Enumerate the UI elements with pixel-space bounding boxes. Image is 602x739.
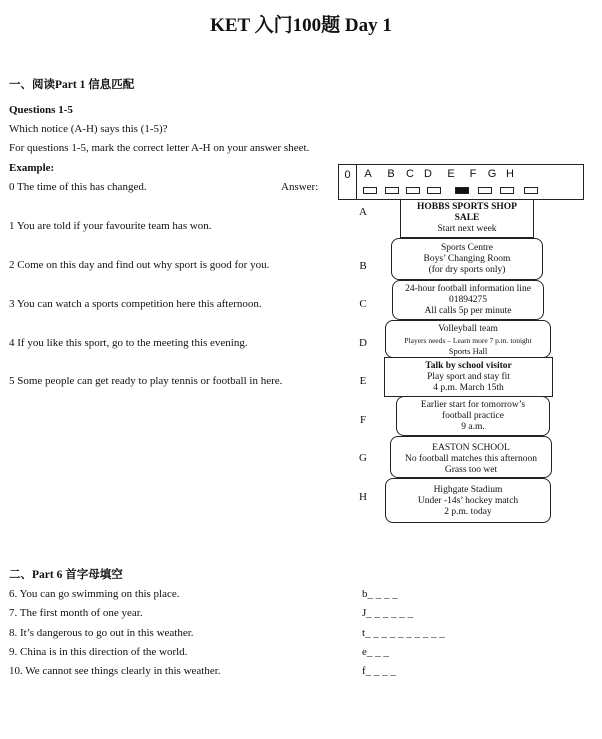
grid-box-b[interactable] <box>385 187 399 194</box>
answer-label: Answer: <box>281 181 319 193</box>
notice-f-line-3: 9 a.m. <box>461 422 485 432</box>
notice-c-line-2: 01894275 <box>449 295 487 305</box>
notice-a-line-3: Start next week <box>437 224 497 234</box>
notice-h <box>385 478 551 523</box>
notice-d-line-1: Volleyball team <box>438 324 498 334</box>
grid-letter-a: A <box>364 168 372 180</box>
questions-heading: Questions 1-5 <box>9 104 73 116</box>
notice-f-line-1: Earlier start for tomorrow’s <box>420 400 526 410</box>
grid-box-g[interactable] <box>500 187 514 194</box>
part6-hint-8[interactable]: t_ _ _ _ _ _ _ _ _ _ <box>362 627 445 639</box>
grid-box-h[interactable] <box>524 187 538 194</box>
instruction-2: For questions 1-5, mark the correct letter A-H on your answer sheet. <box>9 142 310 154</box>
notice-letter-b: B <box>359 260 367 272</box>
notice-b-line-2: Boys’ Changing Room <box>423 254 511 264</box>
grid-box-c[interactable] <box>406 187 420 194</box>
notice-d-line-2: Players needs – Learn more 7 p.m. tonight <box>404 336 532 345</box>
part6-question-8: 8. It’s dangerous to go out in this weather. <box>9 627 194 639</box>
grid-letter-h: H <box>506 168 514 180</box>
part6-question-9: 9. China is in this direction of the world. <box>9 646 188 658</box>
notice-c-line-1: 24-hour football information line <box>405 284 531 294</box>
notice-g <box>390 436 552 478</box>
notice-a <box>400 200 534 238</box>
example-label: Example: <box>9 162 55 174</box>
notice-e <box>384 357 553 397</box>
part1-heading: 一、阅读Part 1 信息匹配 <box>9 79 135 91</box>
notice-b <box>391 238 543 280</box>
grid-letter-d: D <box>424 168 432 180</box>
grid-box-e[interactable] <box>455 187 469 194</box>
part6-hint-9[interactable]: e_ _ _ <box>362 646 389 658</box>
notice-b-line-1: Sports Centre <box>441 243 493 253</box>
notice-g-line-3: Grass too wet <box>444 465 498 475</box>
answer-grid <box>338 164 584 200</box>
part6-heading: 二、Part 6 首字母填空 <box>9 569 123 581</box>
question-1: 1 You are told if your favourite team has won. <box>9 220 212 232</box>
part6-hint-10[interactable]: f_ _ _ _ <box>362 665 396 677</box>
notice-f <box>396 396 550 436</box>
grid-letter-f: F <box>469 168 477 180</box>
notice-e-line-3: 4 p.m. March 15th <box>433 383 504 393</box>
notice-letter-h: H <box>359 491 367 503</box>
notice-letter-a: A <box>359 206 367 218</box>
notice-h-line-1: Highgate Stadium <box>433 485 503 495</box>
grid-letter-c: C <box>406 168 414 180</box>
part6-question-6: 6. You can go swimming on this place. <box>9 588 180 600</box>
notice-letter-c: C <box>359 298 367 310</box>
part6-question-7: 7. The first month of one year. <box>9 607 143 619</box>
notice-letter-f: F <box>359 414 367 426</box>
instruction-1: Which notice (A-H) says this (1-5)? <box>9 123 168 135</box>
notice-h-line-3: 2 p.m. today <box>444 507 492 517</box>
part6-hint-6[interactable]: b_ _ _ _ <box>362 588 398 600</box>
grid-example-number: 0 <box>339 165 357 199</box>
notice-f-line-2: football practice <box>442 411 504 421</box>
notice-b-line-3: (for dry sports only) <box>428 265 506 275</box>
notice-g-line-1: EASTON SCHOOL <box>432 443 510 453</box>
page-title: KET 入门100题 Day 1 <box>210 15 392 36</box>
grid-box-d[interactable] <box>427 187 441 194</box>
grid-letter-g: G <box>487 168 497 180</box>
example-text: 0 The time of this has changed. <box>9 181 147 193</box>
notice-a-line-2: SALE <box>454 213 480 223</box>
part6-hint-7[interactable]: J_ _ _ _ _ _ <box>362 607 414 619</box>
notice-e-line-2: Play sport and stay fit <box>427 372 510 382</box>
notice-d-line-3: Sports Hall <box>448 346 488 356</box>
notice-h-line-2: Under -14s’ hockey match <box>417 496 519 506</box>
grid-box-a[interactable] <box>363 187 377 194</box>
notice-d <box>385 320 551 358</box>
grid-letter-b: B <box>387 168 395 180</box>
notice-a-line-1: HOBBS SPORTS SHOP <box>417 202 517 212</box>
notice-e-line-1: Talk by school visitor <box>425 361 512 371</box>
notice-c <box>392 280 544 320</box>
notice-letter-e: E <box>359 375 367 387</box>
part6-question-10: 10. We cannot see things clearly in this weather. <box>9 665 221 677</box>
notice-letter-d: D <box>359 337 367 349</box>
notice-c-line-3: All calls 5p per minute <box>424 306 512 316</box>
question-3: 3 You can watch a sports competition here this afternoon. <box>9 298 262 310</box>
notice-letter-g: G <box>359 452 367 464</box>
question-2: 2 Come on this day and find out why sport is good for you. <box>9 259 270 271</box>
question-5: 5 Some people can get ready to play tennis or football in here. <box>9 375 283 387</box>
notice-g-line-2: No football matches this afternoon <box>405 454 537 464</box>
question-4: 4 If you like this sport, go to the meeting this evening. <box>9 337 248 349</box>
grid-box-f[interactable] <box>478 187 492 194</box>
grid-letter-e: E <box>447 168 455 180</box>
